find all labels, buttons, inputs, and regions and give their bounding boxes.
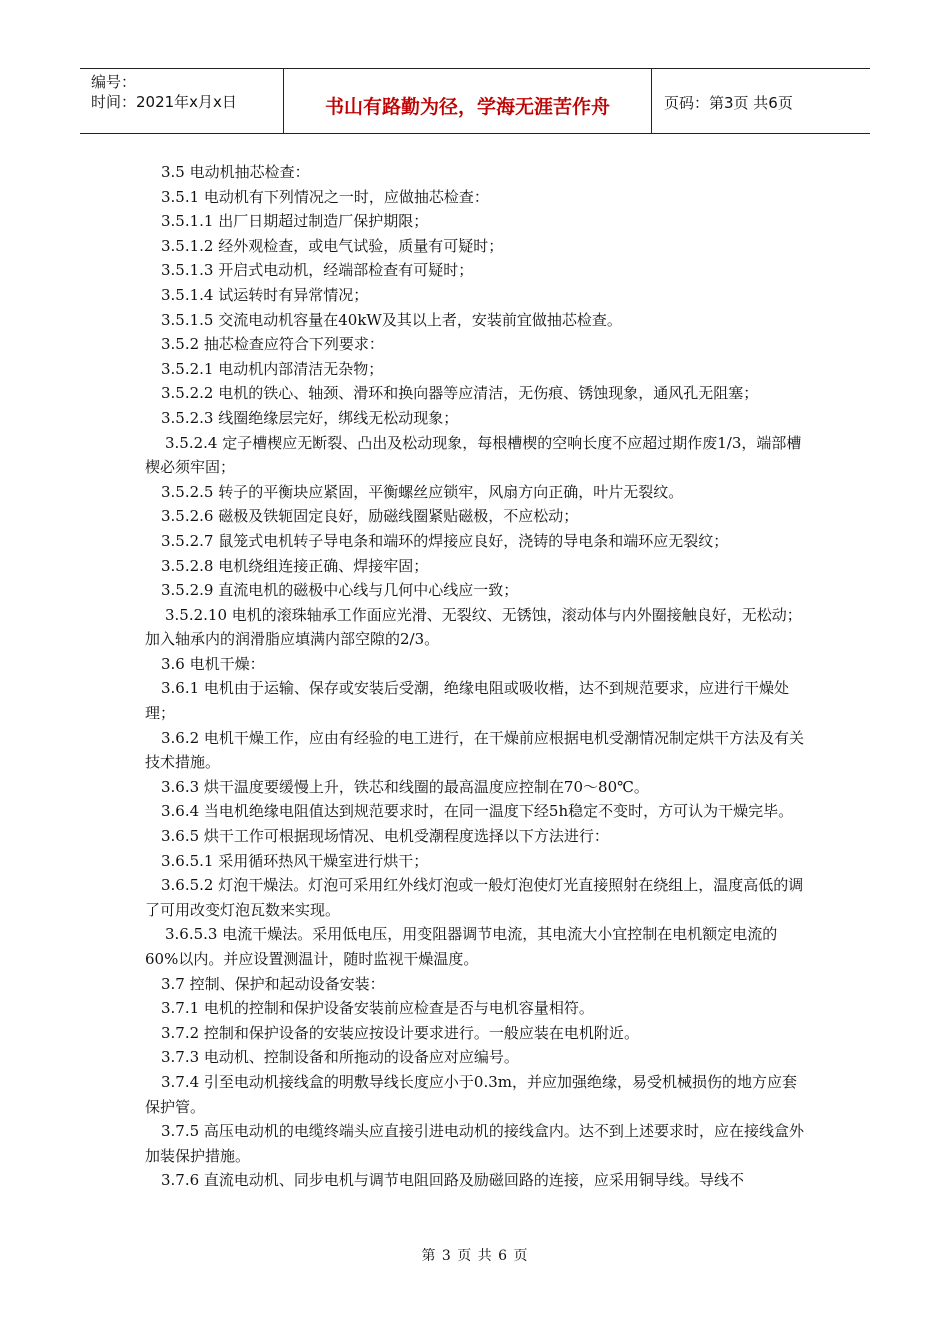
paragraph: 3.5.2.6 磁极及铁轭固定良好，励磁线圈紧贴磁极，不应松动； (161, 507, 579, 526)
paragraph: 3.7.4 引至电动机接线盒的明敷导线长度应小于0.3m，并应加强绝缘，易受机械损伤的地方应套保护管。 (145, 1072, 798, 1116)
header-motto: 书山有路勤为径，学海无涯苦作舟 (284, 69, 652, 133)
page-header (80, 68, 870, 134)
paragraph: 3.7.2 控制和保护设备的安装应按设计要求进行。一般应装在电机附近。 (161, 1023, 639, 1042)
doc-number-label: 编号： (91, 73, 137, 91)
paragraph: 3.5.2.2 电机的铁心、轴颈、滑环和换向器等应清洁，无伤痕、锈蚀现象，通风孔无阻塞； (161, 384, 759, 403)
paragraph: 3.7.3 电动机、控制设备和所拖动的设备应对应编号。 (161, 1048, 519, 1067)
paragraph: 3.5.2.5 转子的平衡块应紧固，平衡螺丝应锁牢，风扇方向正确，叶片无裂纹。 (161, 482, 684, 501)
paragraph: 3.5.1.2 经外观检查，或电气试验，质量有可疑时； (161, 236, 504, 255)
paragraph: 3.6.3 烘干温度要缓慢上升，铁芯和线圈的最高温度应控制在70～80℃。 (161, 777, 649, 796)
paragraph: 3.5.2.3 线圈绝缘层完好，绑线无松动现象； (161, 408, 459, 427)
paragraph: 3.6.5.2 灯泡干燥法。灯泡可采用红外线灯泡或一般灯泡使灯光直接照射在绕组上，温度高低的调了可用改变灯泡瓦数来实现。 (145, 876, 804, 919)
paragraph: 3.5.2.7 鼠笼式电机转子导电条和端环的焊接应良好，浇铸的导电条和端环应无裂纹； (161, 531, 729, 550)
header-page-info: 页码：第3页 共6页 (664, 93, 793, 112)
paragraph: 3.5.2.1 电动机内部清洁无杂物； (161, 359, 384, 378)
paragraph: 3.6.5.3 电流干燥法。采用低电压，用变阻器调节电流，其电流大小宜控制在电机额定电流的60%以内。并应设置测温计，随时监视干燥温度。 (145, 925, 778, 968)
paragraph: 3.6.2 电机干燥工作，应由有经验的电工进行，在干燥前应根据电机受潮情况制定烘干方法及有关技术措施。 (145, 728, 804, 772)
paragraph: 3.6 电机干燥： (161, 654, 265, 673)
paragraph: 3.6.4 当电机绝缘电阻值达到规范要求时，在同一温度下经5h稳定不变时，方可认为干燥完毕。 (161, 802, 794, 821)
paragraph: 3.5.2.10 电机的滚珠轴承工作面应光滑、无裂纹、无锈蚀，滚动体与内外圈接触良好，无松动；加入轴承内的润滑脂应填满内部空隙的2/3。 (145, 605, 802, 649)
paragraph: 3.7 控制、保护和起动设备安装： (161, 974, 385, 993)
paragraph: 3.5.1.3 开启式电动机，经端部检查有可疑时； (161, 261, 474, 280)
paragraph: 3.7.5 高压电动机的电缆终端头应直接引进电动机的接线盒内。达不到上述要求时，应在接线盒外加装保护措施。 (145, 1122, 804, 1165)
paragraph: 3.7.1 电机的控制和保护设备安装前应检查是否与电机容量相符。 (161, 999, 594, 1018)
document-body (145, 160, 807, 1193)
paragraph: 3.5 电动机抽芯检查： (161, 163, 310, 181)
paragraph: 3.5.2.8 电机绕组连接正确、焊接牢固； (161, 556, 429, 575)
paragraph: 3.5.1.1 出厂日期超过制造厂保护期限； (161, 212, 429, 231)
paragraph: 3.5.1.4 试运转时有异常情况； (161, 285, 369, 304)
page-footer: 第 3 页 共 6 页 (421, 1248, 529, 1264)
header-meta (80, 69, 284, 133)
doc-date: 时间：2021年x月x日 (91, 93, 237, 111)
paragraph: 3.5.2.4 定子槽楔应无断裂、凸出及松动现象，每根槽楔的空响长度不应超过期作废1/3，端部槽楔必须牢固； (145, 433, 802, 477)
paragraph: 3.6.5 烘干工作可根据现场情况、电机受潮程度选择以下方法进行： (161, 827, 609, 846)
paragraph: 3.6.1 电机由于运输、保存或安装后受潮，绝缘电阻或吸收楷，达不到规范要求，应进行干燥处理； (145, 679, 789, 723)
paragraph: 3.5.1 电动机有下列情况之一时，应做抽芯检查： (161, 187, 489, 206)
paragraph: 3.5.2 抽芯检查应符合下列要求： (161, 335, 384, 354)
paragraph: 3.5.2.9 直流电机的磁极中心线与几何中心线应一致； (161, 581, 519, 600)
paragraph: 3.5.1.5 交流电动机容量在40kW及其以上者，安装前宜做抽芯检查。 (161, 310, 622, 329)
paragraph: 3.7.6 直流电动机、同步电机与调节电阻回路及励磁回路的连接，应采用铜导线。导线不 (161, 1171, 744, 1190)
paragraph: 3.6.5.1 采用循环热风干燥室进行烘干； (161, 851, 429, 870)
